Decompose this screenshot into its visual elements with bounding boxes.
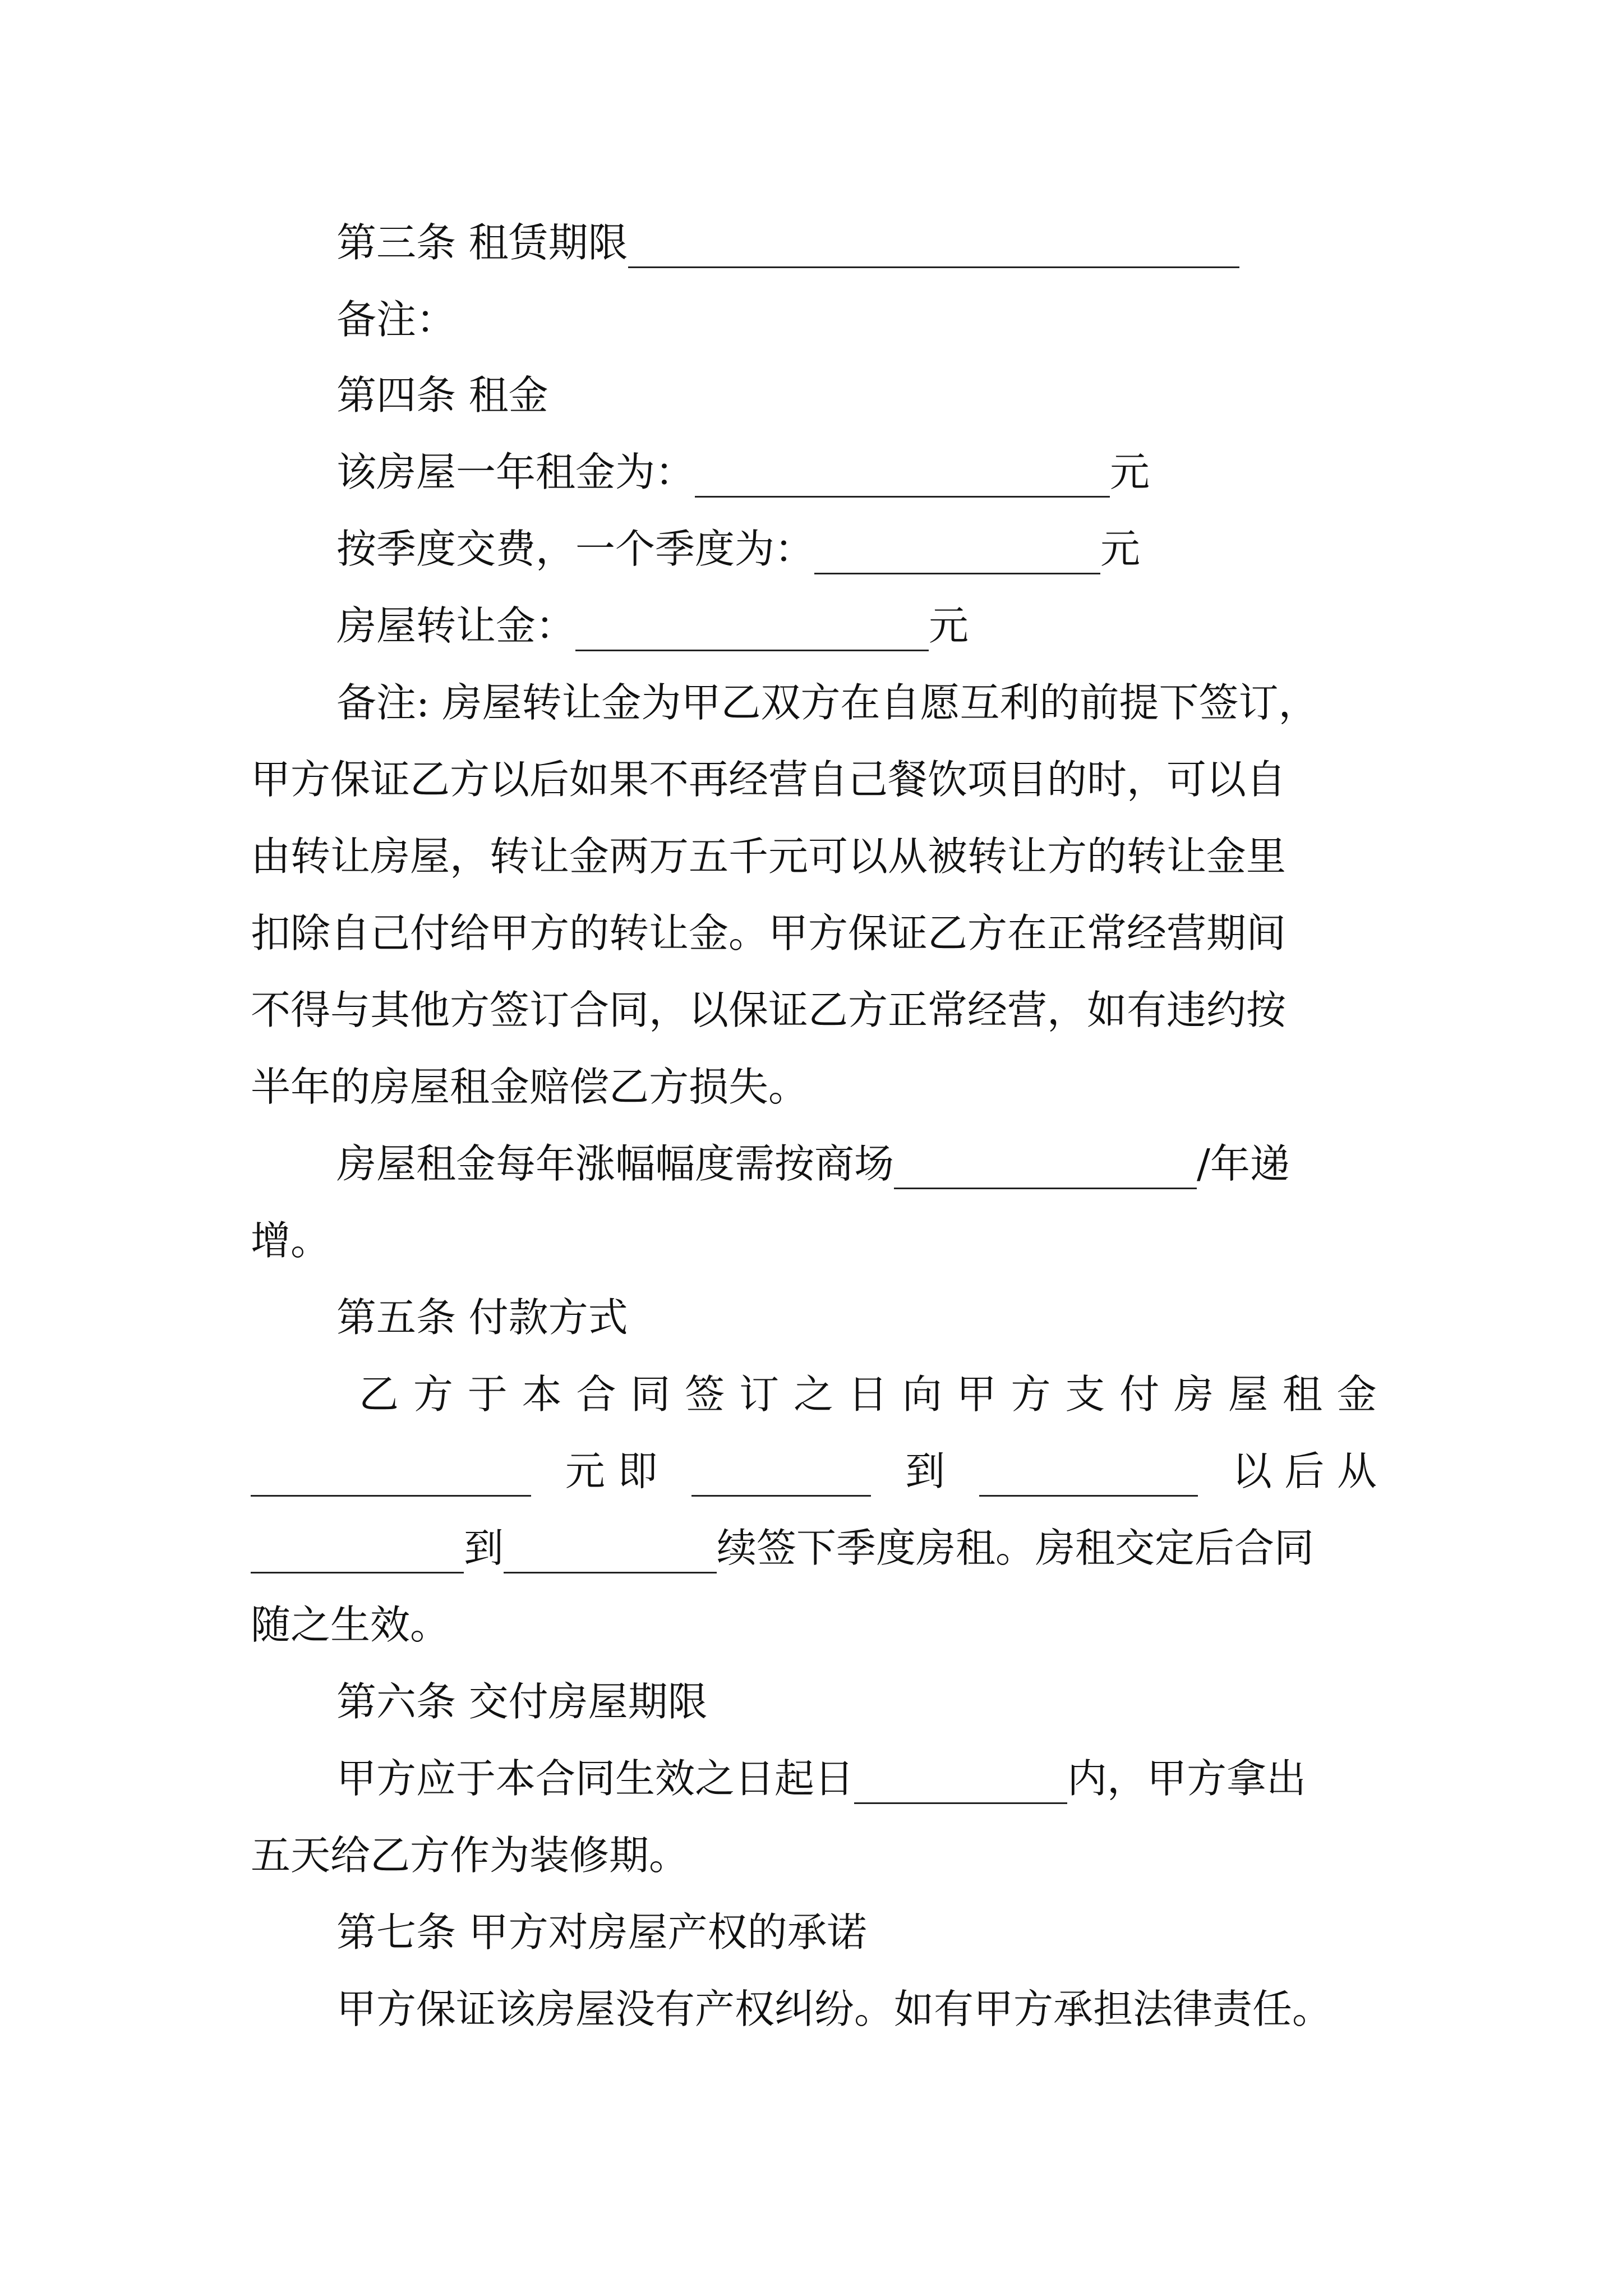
payment-line1-char: 同 <box>630 1371 671 1418</box>
annual-rent-line <box>336 447 1150 498</box>
article7-line1: 甲方保证该房屋没有产权纠纷。如有甲方承担法律责任。 <box>336 1986 1332 2032</box>
payment-line3-tail: 续签下季度房租。房租交定后合同 <box>717 1525 1315 1571</box>
payment-line1-char: 金 <box>1336 1371 1377 1418</box>
payment-line1-char: 向 <box>902 1371 942 1418</box>
delivery-line1-prefix: 甲方应于本合同生效之日起日 <box>336 1755 855 1802</box>
payment-line1-char: 乙 <box>359 1371 399 1418</box>
payment-from-date-blank <box>691 1456 871 1497</box>
delivery-days-blank <box>854 1763 1067 1804</box>
delivery-line1 <box>336 1754 1306 1804</box>
transfer-fee-unit: 元 <box>929 602 969 649</box>
payment-line1-char: 甲 <box>956 1371 997 1418</box>
payment-line2 <box>251 1446 1377 1497</box>
payment-line1-char: 签 <box>685 1371 725 1418</box>
annual-rent-unit: 元 <box>1110 449 1150 495</box>
transfer-fee-label: 房屋转让金： <box>336 602 576 649</box>
rent-increase-line <box>336 1139 1290 1189</box>
rent-increase-blank <box>894 1148 1197 1189</box>
payment-line1-char: 之 <box>794 1371 834 1418</box>
payment-line1-char: 付 <box>1119 1371 1160 1418</box>
article7-heading: 第七条 甲方对房屋产权的承诺 <box>336 1909 867 1955</box>
delivery-line1-suffix: 内，甲方拿出 <box>1067 1755 1307 1802</box>
article3-heading: 第三条 租赁期限 <box>336 219 628 266</box>
payment-line1-char: 方 <box>413 1371 453 1418</box>
delivery-line2: 五天给乙方作为装修期。 <box>251 1832 689 1879</box>
payment-line4: 随之生效。 <box>251 1602 450 1648</box>
renewal-to-blank <box>504 1533 717 1573</box>
payment-line3 <box>251 1523 1314 1573</box>
article4-note-line: 备注: 房屋转让金为甲乙双方在自愿互利的前提下签订， <box>336 679 1318 726</box>
payment-yuan-ji: 元 即 <box>565 1448 658 1494</box>
article4-note-line: 扣除自己付给甲方的转让金。甲方保证乙方在正常经营期间 <box>251 910 1287 956</box>
payment-line1-char: 方 <box>1011 1371 1051 1418</box>
payment-line1-char: 屋 <box>1228 1371 1269 1418</box>
payment-amount-blank <box>251 1456 531 1497</box>
rent-increase-suffix: /年递 <box>1197 1140 1290 1187</box>
article4-note-line: 不得与其他方签订合同，以保证乙方正常经营，如有违约按 <box>251 987 1287 1033</box>
transfer-fee-blank <box>575 610 929 651</box>
annual-rent-blank <box>695 457 1110 498</box>
payment-to-date-blank <box>979 1456 1198 1497</box>
annual-rent-label: 该房屋一年租金为： <box>336 449 695 495</box>
rent-increase-line2: 增。 <box>251 1217 331 1264</box>
payment-dao: 到 <box>905 1448 946 1494</box>
quarter-fee-blank <box>814 533 1100 574</box>
article3-note: 备注： <box>336 296 457 343</box>
payment-yihou-cong: 以 后 从 <box>1232 1448 1377 1494</box>
payment-line1-char: 合 <box>576 1371 616 1418</box>
renewal-from-blank <box>251 1533 464 1573</box>
payment-line1 <box>359 1369 1377 1420</box>
payment-line1-char: 房 <box>1174 1371 1214 1418</box>
quarter-fee-line <box>336 524 1140 574</box>
quarter-fee-label: 按季度交费，一个季度为： <box>336 526 815 572</box>
payment-line1-char: 于 <box>467 1371 508 1418</box>
quarter-fee-unit: 元 <box>1100 526 1141 572</box>
lease-term-blank <box>628 227 1239 268</box>
article4-heading: 第四条 租金 <box>336 372 548 418</box>
payment-line1-char: 支 <box>1065 1371 1105 1418</box>
payment-line1-char: 订 <box>739 1371 780 1418</box>
article5-heading: 第五条 付款方式 <box>336 1294 628 1341</box>
payment-dao2: 到 <box>464 1525 504 1571</box>
payment-line1-char: 租 <box>1282 1371 1322 1418</box>
payment-line1-char: 本 <box>522 1371 562 1418</box>
article3-heading-line <box>336 218 1239 268</box>
transfer-fee-line <box>336 601 969 651</box>
rent-increase-prefix: 房屋租金每年涨幅幅度需按商场 <box>336 1140 895 1187</box>
article6-heading: 第六条 交付房屋期限 <box>336 1678 708 1725</box>
article4-note-line: 由转让房屋，转让金两万五千元可以从被转让方的转让金里 <box>251 833 1287 880</box>
payment-line1-char: 日 <box>847 1371 888 1418</box>
article4-note-line: 半年的房屋租金赔偿乙方损失。 <box>251 1064 809 1110</box>
article4-note-line: 甲方保证乙方以后如果不再经营自己餐饮项目的时，可以自 <box>251 756 1287 803</box>
